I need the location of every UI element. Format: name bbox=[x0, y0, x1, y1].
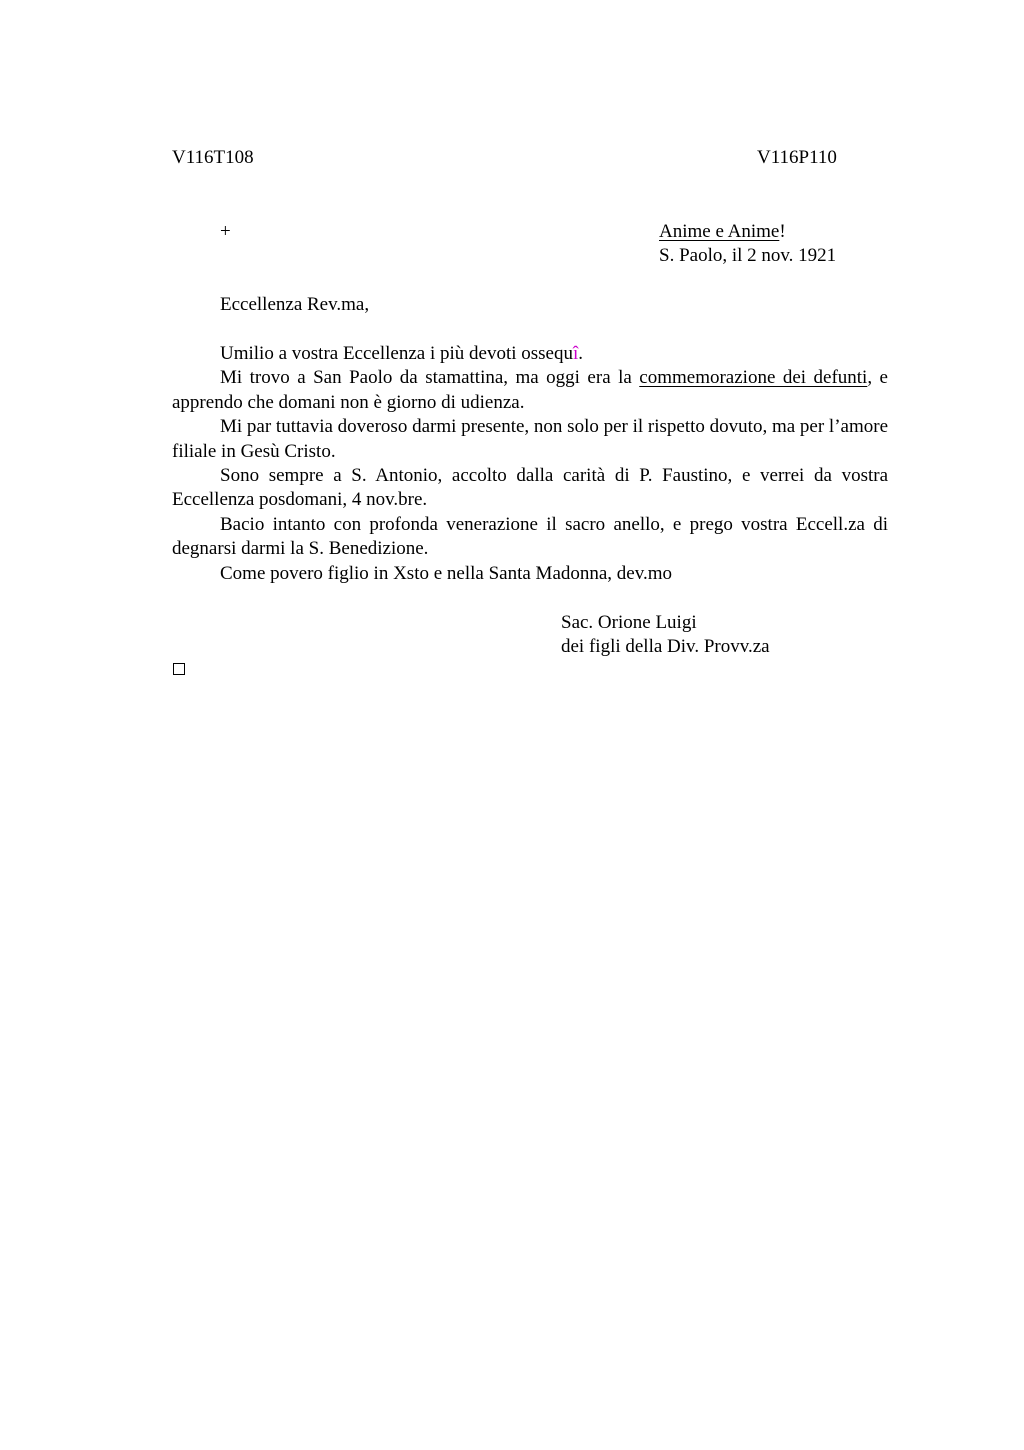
reference-code-right: V116P110 bbox=[757, 147, 837, 168]
salutation: Eccellenza Rev.ma, bbox=[220, 294, 370, 315]
letter-body bbox=[172, 342, 888, 586]
paragraph-1-end: . bbox=[578, 343, 584, 364]
signature-name: Sac. Orione Luigi bbox=[561, 612, 697, 633]
paragraph-4: Sono sempre a S. Antonio, accolto dalla carità di P. Faustino, e verrei da vostra Eccellenza posdomani, 4 nov.bre. bbox=[172, 465, 888, 511]
paragraph-2-after: , e apprendo che domani non è giorno di udienza. bbox=[172, 367, 888, 413]
paragraph-3: Mi par tuttavia doveroso darmi presente, non solo per il rispetto dovuto, ma per l’amore filiale in Gesù Cristo. bbox=[172, 416, 888, 462]
paragraph-2 bbox=[172, 366, 888, 415]
cross-symbol: + bbox=[220, 221, 231, 242]
place-date: S. Paolo, il 2 nov. 1921 bbox=[659, 245, 837, 266]
paragraph-2-underlined: commemorazione dei defunti bbox=[639, 367, 868, 389]
empty-square-icon bbox=[173, 663, 185, 675]
paragraph-5: Bacio intanto con profonda venerazione il sacro anello, e prego vostra Eccell.za di degnarsi darmi la S. Benedizione. bbox=[172, 513, 888, 560]
motto bbox=[659, 220, 786, 244]
paragraph-1-text: Umilio a vostra Eccellenza i più devoti ossequ bbox=[220, 343, 573, 364]
paragraph-1-accent: î bbox=[572, 343, 579, 364]
motto-suffix: ! bbox=[779, 221, 786, 242]
paragraph-1 bbox=[172, 342, 888, 366]
signature-title: dei figli della Div. Provv.za bbox=[561, 636, 770, 657]
motto-underlined: Anime e Anime bbox=[659, 221, 780, 242]
paragraph-2-before: Mi trovo a San Paolo da stamattina, ma oggi era la bbox=[220, 367, 640, 389]
paragraph-6: Come povero figlio in Xsto e nella Santa Madonna, dev.mo bbox=[220, 562, 673, 584]
reference-code-left: V116T108 bbox=[172, 147, 254, 168]
